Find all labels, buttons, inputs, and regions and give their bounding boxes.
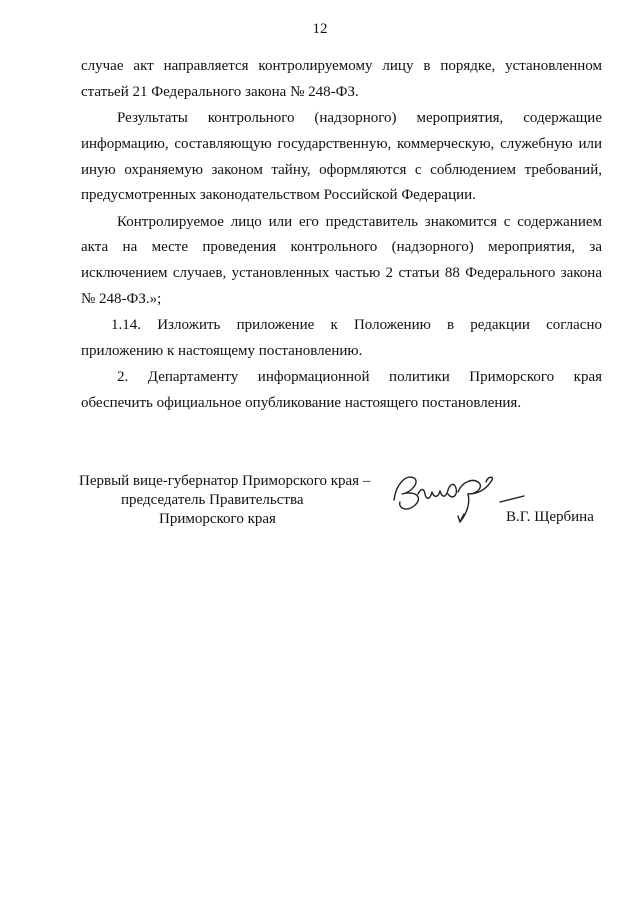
- body-line: статьей 21 Федерального закона № 248-ФЗ.: [81, 84, 359, 100]
- body-line: № 248-ФЗ.»;: [81, 291, 162, 307]
- body-line: информацию, составляющую государственную, коммерческую, служебную или: [81, 136, 602, 152]
- body-line: 2. Департаменту информационной политики Приморского края: [117, 369, 602, 385]
- body-line: Результаты контрольного (надзорного) мероприятия, содержащие: [117, 110, 602, 126]
- body-line: 1.14. Изложить приложение к Положению в редакции согласно: [111, 317, 602, 333]
- position-line: Приморского края: [159, 511, 276, 527]
- body-line: иную охраняемую законом тайну, оформляются с соблюдением требований,: [81, 162, 602, 178]
- body-line: акта на месте проведения контрольного (надзорного) мероприятия, за: [81, 239, 602, 255]
- signatory-position: [79, 472, 370, 529]
- body-line: приложению к настоящему постановлению.: [81, 343, 363, 359]
- position-line: председатель Правительства: [121, 492, 304, 508]
- body-line: обеспечить официальное опубликование настоящего постановления.: [81, 395, 522, 411]
- body-line: Контролируемое лицо или его представитель знакомится с содержанием: [117, 214, 602, 230]
- body-line: случае акт направляется контролируемому лицу в порядке, установленном: [81, 58, 602, 74]
- body-line: исключением случаев, установленных частью 2 статьи 88 Федерального закона: [81, 265, 602, 281]
- body-line: предусмотренных законодательством Российской Федерации.: [81, 187, 476, 203]
- page-number: 12: [312, 21, 328, 37]
- signer-name: В.Г. Щербина: [506, 509, 594, 525]
- position-line: Первый вице-губернатор Приморского края –: [79, 473, 371, 489]
